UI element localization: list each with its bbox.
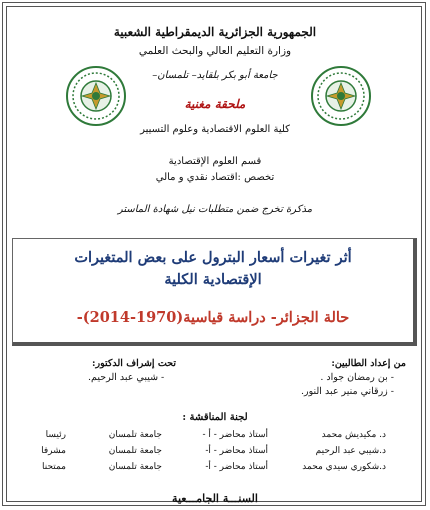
member-name: د.شكوري سيدي محمد xyxy=(302,462,386,472)
member-university: جامعة تلمسان xyxy=(108,446,162,456)
ministry-name: وزارة التعليم العالي والبحث العلمي xyxy=(138,45,292,57)
country-name: الجمهورية الجزائرية الديمقراطية الشعبية xyxy=(113,25,317,39)
member-role: ممتحنا xyxy=(41,462,66,472)
member-name: د.شيبي عبد الرحيم xyxy=(315,446,386,456)
supervisor-name: - شيبي عبد الرحيم. xyxy=(88,372,165,383)
member-university: جامعة تلمسان xyxy=(108,462,162,472)
student-name: - زرقاني منير عبد النور. xyxy=(301,386,394,397)
member-university: جامعة تلمسان xyxy=(108,430,162,440)
member-rank: أستاذ محاضر - أ - xyxy=(202,430,268,440)
thesis-title-line-1: أثر تغيرات أسعار البترول على بعض المتغيرات xyxy=(74,249,352,266)
department-name: قسم العلوم الإقتصادية xyxy=(168,156,262,167)
member-rank: أستاذ محاضر - أ- xyxy=(205,462,268,472)
students-heading: من إعداد الطالبين: xyxy=(331,358,406,369)
committee-row xyxy=(0,446,430,460)
committee-row xyxy=(0,430,430,444)
thesis-title-box xyxy=(12,238,417,346)
university-emblem-icon xyxy=(310,65,372,127)
thesis-title-line-2: الإقتصادية الكلية xyxy=(164,271,262,288)
thesis-subtitle: حالة الجزائر- دراسة قياسية(1970-2014)- xyxy=(76,309,350,326)
annex-name: ملحقة مغنية xyxy=(184,97,246,111)
member-role: رئيسا xyxy=(45,430,66,440)
academic-year: السنـــة الجامـــعية xyxy=(172,492,258,505)
university-name: جامعة أبو بكر بلقايد– تلمسان– xyxy=(152,70,278,81)
member-rank: أستاذ محاضر - أ- xyxy=(205,446,268,456)
thesis-title xyxy=(13,247,413,291)
supervisor-heading: تحت إشراف الدكتور: xyxy=(92,358,176,369)
specialty-name: تخصص :اقتصاد نقدي و مالي xyxy=(155,172,275,183)
memo-statement: مذكرة تخرج ضمن متطلبات نيل شهادة الماستر xyxy=(117,204,313,215)
member-role: مشرفا xyxy=(41,446,66,456)
member-name: د. مكيديش محمد xyxy=(321,430,386,440)
student-name: - بن رمضان جواد . xyxy=(320,372,394,383)
university-emblem-icon xyxy=(65,65,127,127)
faculty-name: كلية العلوم الاقتصادية وعلوم التسيير xyxy=(140,124,290,135)
committee-row xyxy=(0,462,430,476)
committee-heading: لجنة المناقشة : xyxy=(182,412,248,423)
